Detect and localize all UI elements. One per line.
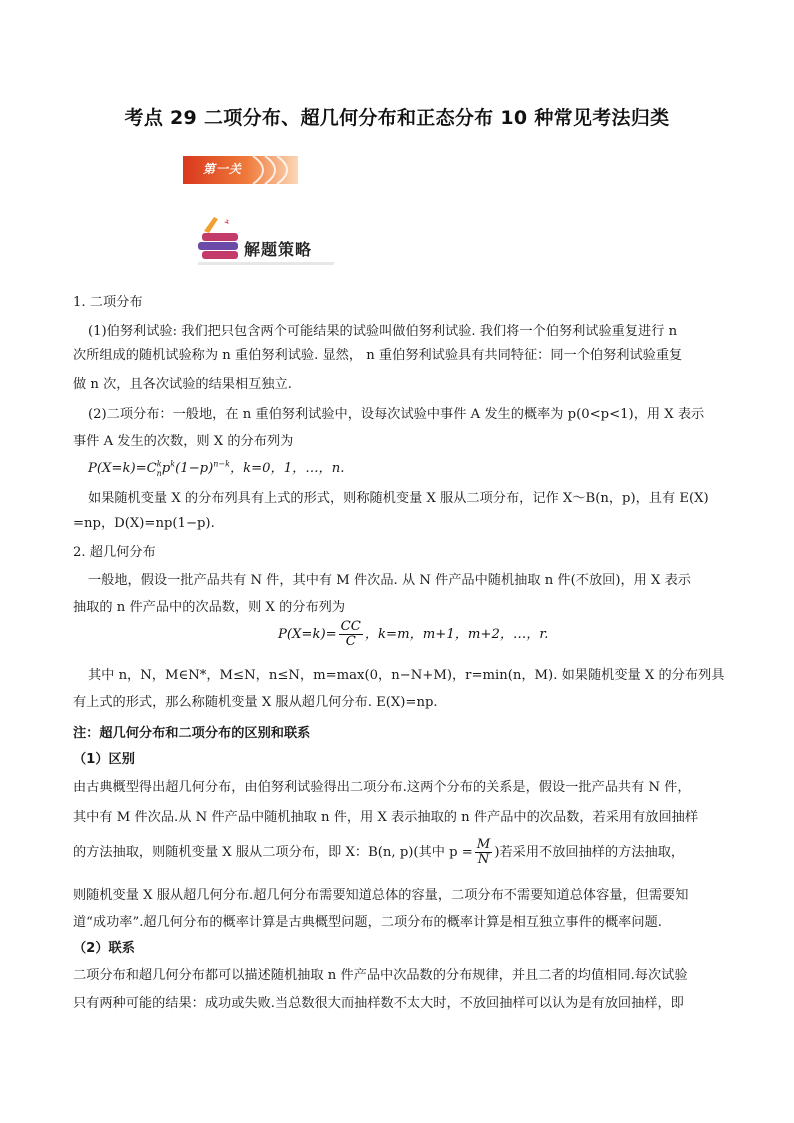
- formula-part: P(X=k)=C: [88, 461, 157, 476]
- formula-part: ，k=0，1，…，n.: [229, 461, 345, 476]
- text-line-with-fraction: [73, 838, 684, 867]
- fraction-numerator: M: [476, 837, 491, 852]
- text-line: 道“成功率”.超几何分布的概率计算是古典概型问题，二项分布的概率计算是相互独立事件的概率问题.: [73, 915, 662, 930]
- text-line: 抽取的 n 件产品中的次品数，则 X 的分布列为: [73, 600, 346, 615]
- fraction-denominator: N: [477, 852, 490, 867]
- text-line: 一般地，假设一批产品共有 N 件，其中有 M 件次品. 从 N 件产品中随机抽取 n 件(不放回)，用 X 表示: [88, 573, 691, 588]
- formula-sup: k: [156, 459, 162, 469]
- text-part: )若采用不放回抽样的方法抽取，: [494, 845, 685, 860]
- strategy-header: [196, 215, 336, 269]
- diff-heading: （1）区别: [73, 752, 135, 767]
- hypergeometric-formula: [278, 620, 548, 649]
- strategy-label: 解题策略: [244, 240, 313, 259]
- formula-fraction: [475, 838, 493, 867]
- text-line: 其中有 M 件次品.从 N 件产品中随机抽取 n 件，用 X 表示抽取的 n 件产品中的次品数，若采用有放回抽样: [73, 810, 699, 825]
- formula-fraction: [339, 620, 363, 649]
- formula-part: p: [161, 461, 171, 476]
- link-heading: （2）联系: [73, 941, 135, 956]
- text-line: 事件 A 发生的次数，则 X 的分布列为: [73, 434, 294, 449]
- text-line: 做 n 次，且各次试验的结果相互独立.: [73, 377, 292, 392]
- text-line: 次所组成的随机试验称为 n 重伯努利试验. 显然， n 重伯努利试验具有共同特征：同一个伯努利试验重复: [73, 348, 683, 363]
- text-line: 则随机变量 X 服从超几何分布.超几何分布需要知道总体的容量，二项分布不需要知道总体容量，但需要知: [73, 888, 689, 903]
- badge-label: 第一关: [203, 162, 243, 176]
- text-line: 由古典概型得出超几何分布，由伯努利试验得出二项分布.这两个分布的关系是，假设一批产品共有 N 件，: [73, 780, 691, 795]
- text-line: 只有两种可能的结果：成功或失败.当总数很大而抽样数不太大时，不放回抽样可以认为是有放回抽样，即: [73, 996, 684, 1011]
- text-line: 有上式的形式，那么称随机变量 X 服从超几何分布. E(X)=np.: [73, 695, 438, 710]
- formula-sub: n: [156, 468, 162, 478]
- formula-sup: k: [170, 459, 176, 469]
- page-title: 考点 29 二项分布、超几何分布和正态分布 10 种常见考法归类: [124, 107, 670, 129]
- text-line: (1)伯努利试验: 我们把只包含两个可能结果的试验叫做伯努利试验. 我们将一个伯努利试验重复进行 n: [88, 324, 678, 339]
- binomial-formula: [88, 457, 344, 478]
- text-line: =np，D(X)=np(1−p).: [73, 516, 215, 531]
- section-heading-hypergeometric: 2. 超几何分布: [73, 545, 156, 560]
- text-line: 二项分布和超几何分布都可以描述随机抽取 n 件产品中次品数的分布规律，并且二者的均值相同.每次试验: [73, 968, 688, 983]
- text-line: (2)二项分布：一般地，在 n 重伯努利试验中，设每次试验中事件 A 发生的概率为 p(0<p<1)，用 X 表示: [88, 407, 705, 422]
- section-heading-binomial: 1. 二项分布: [73, 295, 143, 310]
- note-heading: 注：超几何分布和二项分布的区别和联系: [73, 726, 311, 741]
- text-part: 的方法抽取，则随机变量 X 服从二项分布，即 X：B(n, p)(其中 p =: [73, 845, 473, 860]
- formula-part: ，k=m，m+1，m+2，…，r.: [364, 627, 549, 642]
- fraction-denominator: C: [345, 634, 356, 649]
- formula-sup: n−k: [213, 459, 230, 469]
- fraction-numerator: CC: [340, 619, 361, 634]
- text-line: 其中 n，N，M∈N*，M≤N，n≤N，m=max(0，n−N+M)，r=min(n，M). 如果随机变量 X 的分布列具: [88, 668, 725, 683]
- formula-part: (1−p): [175, 461, 214, 476]
- formula-part: P(X=k)=: [278, 627, 337, 642]
- section-badge: [183, 153, 298, 187]
- text-line: 如果随机变量 X 的分布列具有上式的形式，则称随机变量 X 服从二项分布，记作 X～B(n，p)，且有 E(X): [88, 491, 709, 506]
